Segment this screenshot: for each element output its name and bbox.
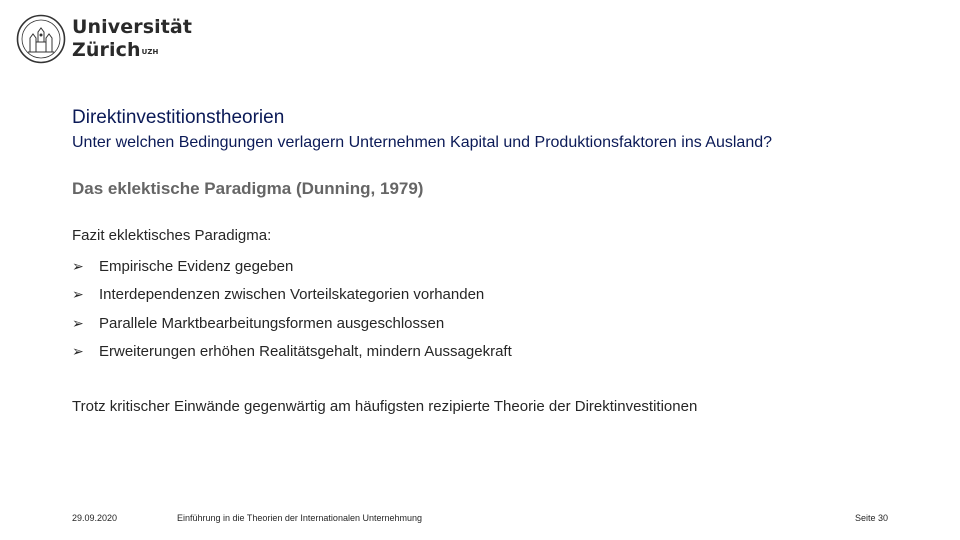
list-item <box>72 252 512 281</box>
footer-date: 29.09.2020 <box>72 513 118 523</box>
footer-course-title: Einführung in die Theorien der Internationalen Unternehmung <box>177 513 422 523</box>
footer-page-number: Seite 30 <box>854 513 888 523</box>
logo-line-city: Zürich$^{UZH}$ <box>72 39 159 61</box>
logo-line-university: Universität <box>72 16 193 38</box>
slide-subtitle: Unter welchen Bedingungen verlagern Unternehmen Kapital und Produktionsfaktoren ins Ausland? <box>72 134 773 151</box>
arrow-bullet-icon: ➢ <box>72 286 84 303</box>
arrow-bullet-icon: ➢ <box>72 314 84 331</box>
slide-title: Direktinvestitionstheorien <box>72 107 285 128</box>
conclusion-text: Trotz kritischer Einwände gegenwärtig am häufigsten rezipierte Theorie der Direktinvestitionen <box>72 398 698 415</box>
list-item-text: Empirische Evidenz gegeben <box>99 257 294 275</box>
list-item-text: Erweiterungen erhöhen Realitätsgehalt, mindern Aussagekraft <box>99 343 512 361</box>
list-item <box>72 309 512 338</box>
university-logo <box>16 13 192 65</box>
intro-text: Fazit eklektisches Paradigma: <box>72 227 272 244</box>
university-seal-icon <box>16 14 66 64</box>
list-item <box>72 338 512 367</box>
list-item-text: Parallele Marktbearbeitungsformen ausgeschlossen <box>99 314 445 332</box>
arrow-bullet-icon: ➢ <box>72 343 84 360</box>
list-item <box>72 281 512 310</box>
bullet-list <box>72 252 512 366</box>
section-heading: Das eklektische Paradigma (Dunning, 1979) <box>72 179 424 198</box>
arrow-bullet-icon: ➢ <box>72 257 84 274</box>
logo-mark-uzh: UZH <box>141 48 159 56</box>
list-item-text: Interdependenzen zwischen Vorteilskategorien vorhanden <box>99 286 485 304</box>
